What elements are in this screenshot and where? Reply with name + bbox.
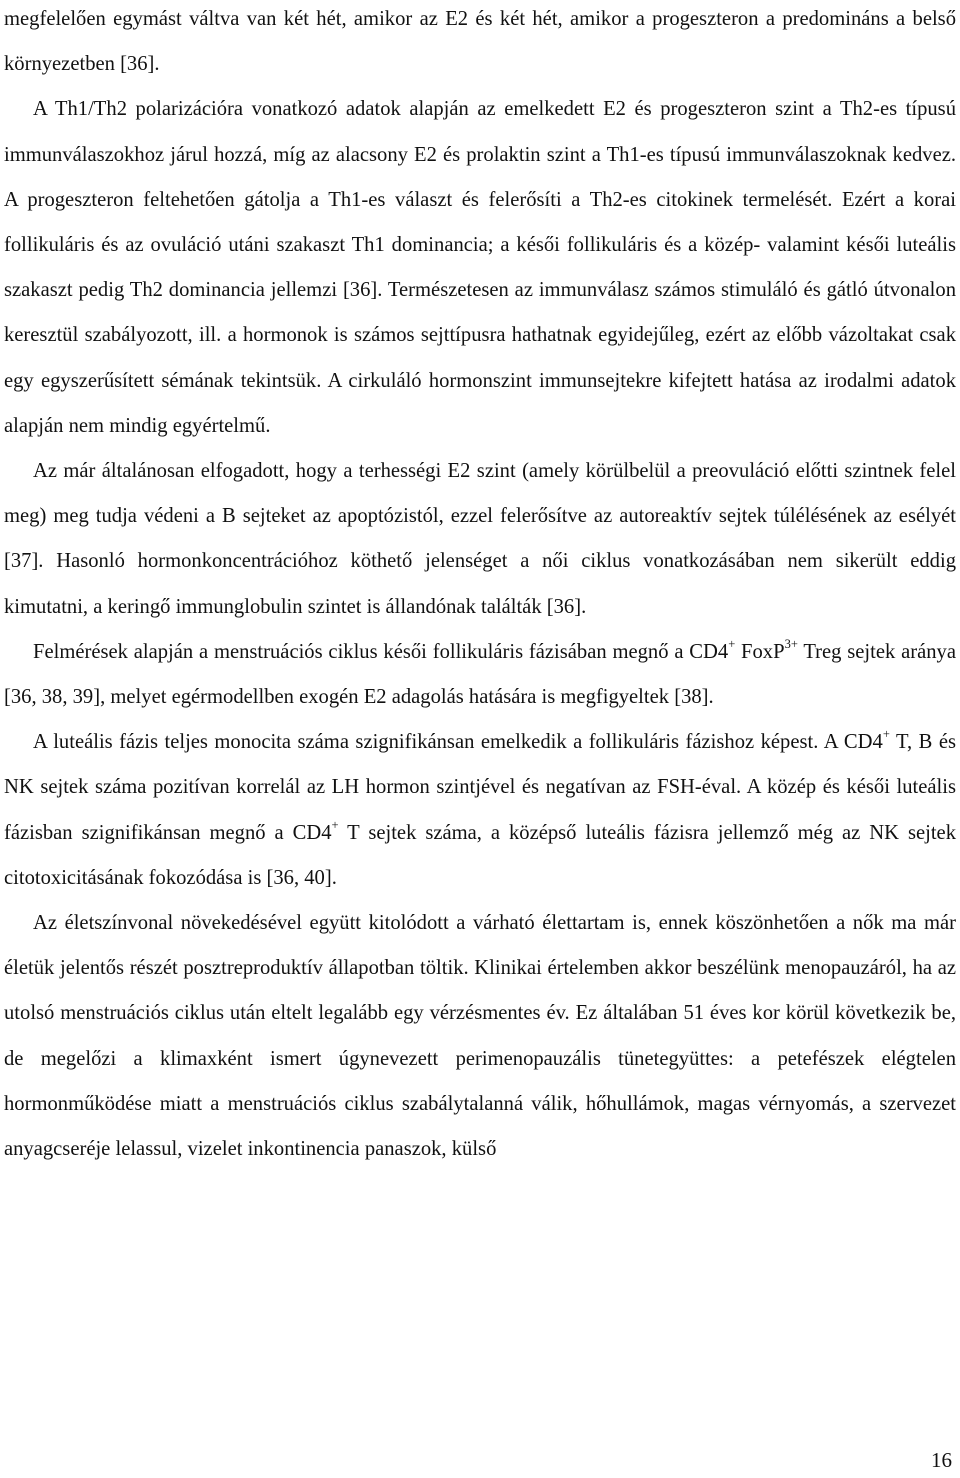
paragraph — [4, 901, 956, 1172]
document-body — [4, 0, 956, 1172]
paragraph-text: megfelelően egymást váltva van két hét, amikor az E2 és két hét, amikor a progeszteron a predomináns a belső környezetben [36]. — [4, 8, 956, 76]
paragraph — [4, 87, 956, 449]
document-page — [4, 0, 956, 1172]
superscript: + — [728, 636, 736, 651]
paragraph-text: T, B és NK sejtek száma pozitívan korrelál az LH hormon szintjével és negatívan az FSH-éval. A közép és késői luteális fázisban szignifikánsan megnő a CD4 — [4, 731, 956, 844]
superscript: + — [882, 727, 890, 742]
paragraph — [4, 630, 956, 720]
paragraph-text: Treg sejtek aránya [36, 38, 39], melyet egérmodellben exogén E2 adagolás hatására is megfigyeltek [38]. — [4, 640, 956, 709]
paragraph-text: Az már általánosan elfogadott, hogy a terhességi E2 szint (amely körülbelül a preovuláció előtti szintnek felel meg) meg tudja védeni a B sejteket az apoptózistól, ezzel felerősítve az autoreaktív sejtek túlélésének az esélyét [37]. Hasonló hormonkoncentrációhoz köthető jelenséget a női ciklus vonatkozásában nem sikerült eddig kimutatni, a keringő immunglobulin szintet is állandónak találták [36]. — [4, 460, 956, 618]
superscript: + — [331, 817, 339, 832]
paragraph — [4, 720, 956, 901]
paragraph-text: Felmérések alapján a menstruációs ciklus késői follikuláris fázisában megnő a CD4 — [33, 640, 729, 663]
paragraph-text: A luteális fázis teljes monocita száma szignifikánsan emelkedik a follikuláris fázishoz képest. A CD4 — [33, 731, 883, 754]
paragraph — [4, 0, 956, 87]
superscript: 3+ — [784, 636, 798, 651]
paragraph — [4, 449, 956, 630]
paragraph-text: A Th1/Th2 polarizációra vonatkozó adatok alapján az emelkedett E2 és progeszteron szint a Th2-es típusú immunválaszokhoz járul hozzá, míg az alacsony E2 és prolaktin szint a Th1-es típusú immunválaszoknak kedvez. A progeszteron feltehetően gátolja a Th1-es választ és felerősíti a Th2-es citokinek termelését. Ezért a korai follikuláris és az ovuláció utáni szakaszt Th1 dominancia; a késői follikuláris és a közép- valamint késői luteális szakaszt pedig Th2 dominancia jellemzi [36]. Természetesen az immunválasz számos stimuláló és gátló útvonalon keresztül szabályozott, ill. a hormonok is számos sejttípusra hathatnak egyidejűleg, ezért az előbb vázoltakat csak egy egyszerűsített sémának tekintsük. A cirkuláló hormonszint immunsejtekre kifejtett hatása az irodalmi adatok alapján nem mindig egyértelmű. — [4, 98, 956, 437]
paragraph-text: FoxP — [735, 640, 785, 663]
paragraph-text: T sejtek száma, a középső luteális fázisra jellemző még az NK sejtek citotoxicitásának fokozódása is [36, 40]. — [4, 821, 956, 889]
paragraph-text: Az életszínvonal növekedésével együtt kitolódott a várható élettartam is, ennek köszönhetően a nők ma már életük jelentős részét posztreproduktív állapotban töltik. Klinikai értelemben akkor beszélünk menopauzáról, ha az utolsó menstruációs ciklus után eltelt legalább egy vérzésmentes év. Ez általában 51 éves kor körül következik be, de megelőzi a klimaxként ismert úgynevezett perimenopauzális tünetegyüttes: a petefészek elégtelen hormonműködése miatt a menstruációs ciklus szabálytalanná válik, hőhullámok, magas vérnyomás, a szervezet anyagcseréje lelassul, vizelet inkontinencia panaszok, külső — [4, 912, 956, 1161]
page-number: 16 — [931, 1448, 952, 1472]
